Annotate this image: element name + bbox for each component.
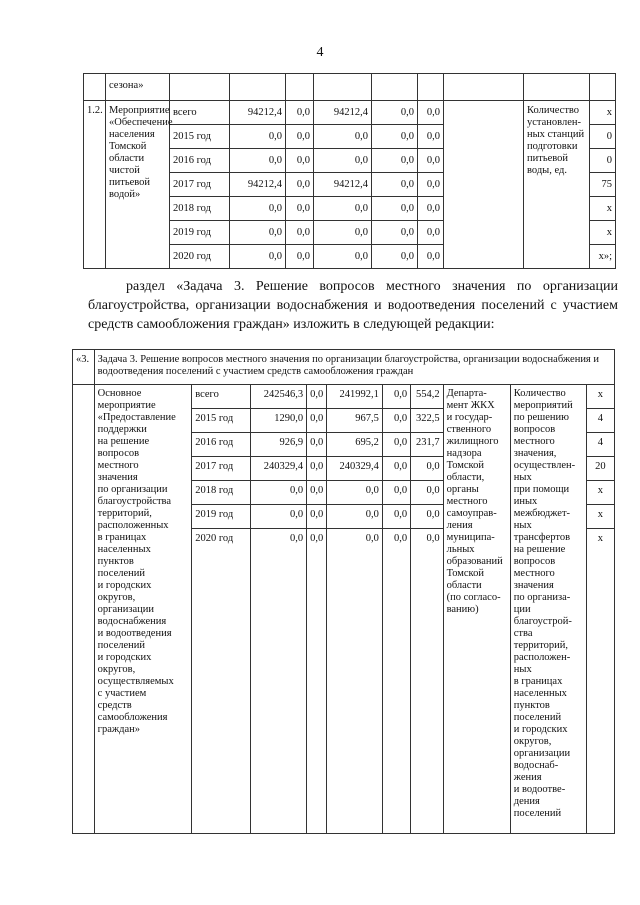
amount-regional: 0,0	[326, 529, 382, 834]
page-number: 4	[316, 45, 324, 60]
amount-extra: 0,0	[418, 245, 444, 269]
indicator-text: Количество мероприятий по решению вопросов местного значения, осуществлен- ных при помощи иных межбюджет- ных трансфертов на решение вопросов местного значения по организа- ции благоустрой- ства территорий, расположен- ных в границах населенных пунктов поселений и городских округов, организации водоснаб- жения и водоотве- дения поселений	[510, 385, 586, 834]
program-table-1	[83, 73, 616, 269]
amount-local: 0,0	[382, 409, 410, 433]
indicator-value: 4	[586, 409, 614, 433]
amount-total: 242546,3	[250, 385, 306, 409]
indicator-value: х	[590, 197, 616, 221]
indicator-value: х	[586, 529, 614, 834]
amount-regional: 0,0	[314, 245, 372, 269]
table-row	[73, 385, 615, 409]
amount-regional: 0,0	[314, 197, 372, 221]
period-label: всего	[170, 101, 230, 125]
amount-total: 0,0	[230, 221, 286, 245]
period-label: 2019 год	[192, 505, 251, 529]
amount-extra: 0,0	[418, 149, 444, 173]
amount-local: 0,0	[372, 149, 418, 173]
amount-local: 0,0	[372, 221, 418, 245]
amount-federal: 0,0	[307, 481, 327, 505]
period-label: 2017 год	[192, 457, 251, 481]
period-label: 2015 год	[170, 125, 230, 149]
amount-regional: 94212,4	[314, 101, 372, 125]
period-label: 2016 год	[192, 433, 251, 457]
amount-regional: 0,0	[314, 125, 372, 149]
amount-federal: 0,0	[307, 409, 327, 433]
amount-local: 0,0	[372, 125, 418, 149]
amount-total: 0,0	[230, 245, 286, 269]
amount-total: 0,0	[230, 149, 286, 173]
amount-federal: 0,0	[307, 529, 327, 834]
amount-local: 0,0	[372, 197, 418, 221]
amount-extra: 0,0	[411, 505, 444, 529]
amount-extra: 554,2	[411, 385, 444, 409]
period-label: всего	[192, 385, 251, 409]
activity-name: Мероприятие «Обеспечение населения Томской области чистой питьевой водой»	[106, 101, 170, 269]
amount-total: 0,0	[230, 125, 286, 149]
period-label: 2020 год	[192, 529, 251, 834]
amount-local: 0,0	[372, 173, 418, 197]
amount-total: 0,0	[250, 529, 306, 834]
amount-extra: 0,0	[418, 173, 444, 197]
amount-federal: 0,0	[286, 245, 314, 269]
indicator-value: х	[586, 481, 614, 505]
amount-local: 0,0	[382, 481, 410, 505]
period-label: 2016 год	[170, 149, 230, 173]
amount-regional: 967,5	[326, 409, 382, 433]
indicator-value: х	[590, 101, 616, 125]
amount-federal: 0,0	[307, 457, 327, 481]
amount-extra: 0,0	[411, 481, 444, 505]
amount-total: 94212,4	[230, 173, 286, 197]
executor-empty	[444, 101, 524, 269]
amount-total: 0,0	[230, 197, 286, 221]
executor-text: Департа- мент ЖКХ и государ- ственного жилищного надзора Томской области, органы местного самоуправ- ления муниципа- льных образований Томской области (по согласо- ванию)	[443, 385, 510, 834]
amount-regional: 0,0	[314, 221, 372, 245]
amount-extra: 0,0	[418, 125, 444, 149]
amount-federal: 0,0	[307, 433, 327, 457]
amount-extra: 0,0	[411, 529, 444, 834]
indicator-value: 4	[586, 433, 614, 457]
amount-local: 0,0	[382, 385, 410, 409]
instruction-paragraph	[88, 277, 618, 334]
prev-row-text: сезона»	[106, 74, 170, 101]
period-label: 2018 год	[170, 197, 230, 221]
amount-federal: 0,0	[286, 197, 314, 221]
amount-local: 0,0	[382, 457, 410, 481]
table-row	[84, 74, 616, 101]
indicator-value: х»;	[590, 245, 616, 269]
period-label: 2019 год	[170, 221, 230, 245]
paragraph-text: раздел «Задача 3. Решение вопросов местного значения по организации благоустройства, организации водоснабжения и водоотведения поселений с участием средств самообложения граждан» изложить в следующей редакции:	[88, 279, 618, 332]
amount-regional: 241992,1	[326, 385, 382, 409]
row-number: 1.2.	[84, 101, 106, 269]
amount-regional: 94212,4	[314, 173, 372, 197]
amount-federal: 0,0	[307, 385, 327, 409]
amount-total: 926,9	[250, 433, 306, 457]
amount-regional: 0,0	[326, 481, 382, 505]
amount-extra: 0,0	[418, 101, 444, 125]
period-label: 2020 год	[170, 245, 230, 269]
amount-local: 0,0	[382, 505, 410, 529]
amount-local: 0,0	[382, 529, 410, 834]
task-header-text: Задача 3. Решение вопросов местного значения по организации благоустройства, организации водоснабжения и водоотведения поселений с участием средств самообложения граждан	[94, 350, 614, 385]
amount-extra: 0,0	[411, 457, 444, 481]
amount-regional: 0,0	[314, 149, 372, 173]
indicator-value: 75	[590, 173, 616, 197]
amount-total: 240329,4	[250, 457, 306, 481]
amount-federal: 0,0	[286, 149, 314, 173]
task-number: «3.	[73, 350, 95, 385]
amount-extra: 0,0	[418, 197, 444, 221]
amount-federal: 0,0	[286, 125, 314, 149]
indicator-value: х	[590, 221, 616, 245]
indicator-value: 0	[590, 149, 616, 173]
period-label: 2018 год	[192, 481, 251, 505]
amount-regional: 0,0	[326, 505, 382, 529]
amount-federal: 0,0	[307, 505, 327, 529]
period-label: 2017 год	[170, 173, 230, 197]
amount-federal: 0,0	[286, 173, 314, 197]
amount-total: 94212,4	[230, 101, 286, 125]
program-table-2	[72, 349, 615, 834]
amount-regional: 240329,4	[326, 457, 382, 481]
activity-name: Основное мероприятие «Предоставление поддержки на решение вопросов местного значения по организации благоустройства территорий, расположенных в границах населенных пунктов поселений и городских округов, организации водоснабжения и водоотведения поселений и городских округов, осуществляемых с участием средств самообложения граждан»	[94, 385, 192, 834]
amount-local: 0,0	[372, 101, 418, 125]
amount-total: 0,0	[250, 505, 306, 529]
amount-extra: 231,7	[411, 433, 444, 457]
amount-total: 1290,0	[250, 409, 306, 433]
indicator-text: Количество установлен- ных станций подготовки питьевой воды, ед.	[524, 101, 590, 269]
row-number-empty	[73, 385, 95, 834]
indicator-value: 0	[590, 125, 616, 149]
amount-federal: 0,0	[286, 221, 314, 245]
table-row	[84, 101, 616, 125]
amount-local: 0,0	[382, 433, 410, 457]
indicator-value: х	[586, 385, 614, 409]
indicator-value: х	[586, 505, 614, 529]
amount-regional: 695,2	[326, 433, 382, 457]
indicator-value: 20	[586, 457, 614, 481]
task-header-row	[73, 350, 615, 385]
amount-extra: 0,0	[418, 221, 444, 245]
amount-total: 0,0	[250, 481, 306, 505]
amount-federal: 0,0	[286, 101, 314, 125]
period-label: 2015 год	[192, 409, 251, 433]
amount-extra: 322,5	[411, 409, 444, 433]
amount-local: 0,0	[372, 245, 418, 269]
